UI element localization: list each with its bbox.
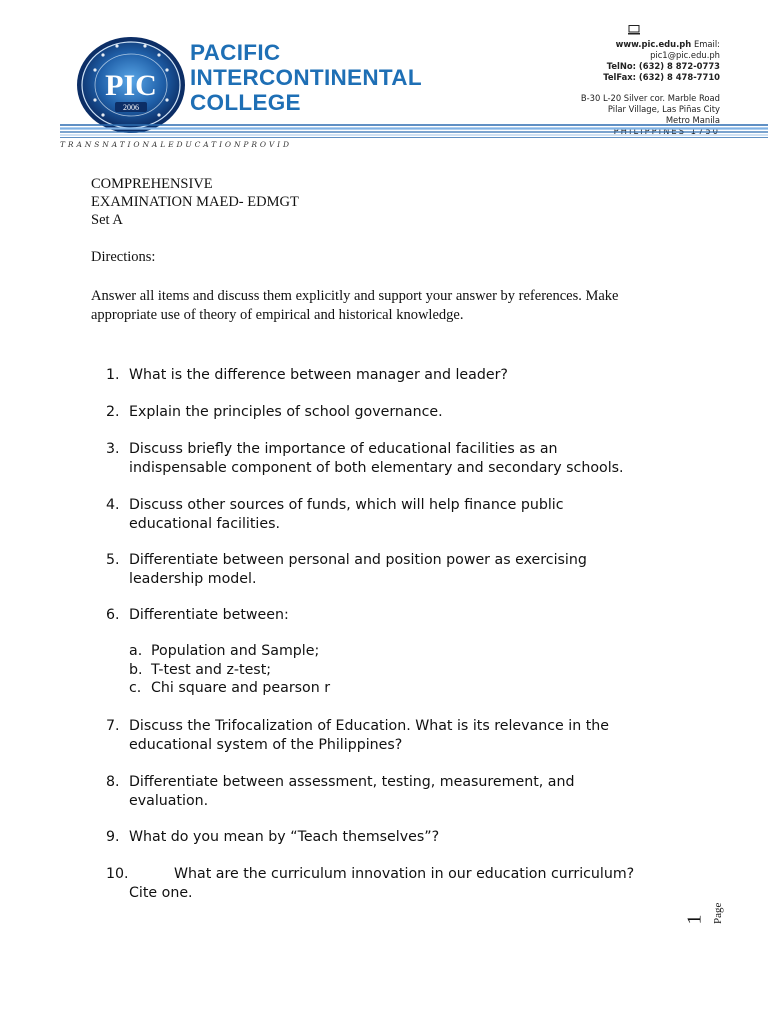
seal-text: PIC: [105, 69, 157, 102]
question-number: 9.: [106, 829, 120, 845]
question-number: 10.: [106, 866, 129, 882]
sub-item-letter: a.: [129, 643, 143, 659]
question-number: 7.: [106, 718, 120, 734]
exam-title-line: Set A: [91, 212, 123, 228]
question-number: 8.: [106, 774, 120, 790]
question-text: Explain the principles of school governance.: [129, 404, 443, 420]
question-text: Differentiate between assessment, testing, measurement, and: [129, 774, 575, 790]
directions-text: Answer all items and discuss them explicitly and support your answer by references. Make appropriate use of theory of empirical and historical knowledge.: [91, 288, 619, 323]
question-text: What is the difference between manager and leader?: [129, 367, 508, 383]
college-motto: TRANSNATIONALEDUCATIONPROVID: [60, 140, 292, 149]
email-label: Email:: [693, 39, 720, 49]
question-text: Differentiate between:: [129, 607, 289, 623]
question-text: Discuss the Trifocalization of Education. What is its relevance in the: [129, 718, 610, 734]
college-name-line: PACIFIC: [190, 40, 281, 65]
fax-text: TelFax: (632) 8 478-7710: [603, 72, 720, 82]
email-text: pic1@pic.edu.ph: [650, 50, 720, 60]
question-text: educational system of the Philippines?: [129, 736, 403, 753]
question-text: Cite one.: [129, 884, 193, 901]
address-line: B-30 L-20 Silver cor. Marble Road: [580, 93, 720, 103]
page-label: Page: [712, 902, 724, 924]
header-divider-stripes: [60, 123, 768, 139]
sub-item-text: T-test and z-test;: [151, 662, 272, 678]
question-number: 4.: [106, 497, 120, 513]
computer-icon: [628, 24, 640, 36]
question-number: 2.: [106, 404, 120, 420]
question-text: Discuss briefly the importance of educational facilities as an: [129, 441, 558, 457]
address-line: Pilar Village, Las Piñas City: [607, 104, 720, 114]
exam-title: [91, 175, 299, 229]
seal-year: 2006: [123, 103, 139, 112]
question-text: indispensable component of both elementary and secondary schools.: [129, 459, 624, 476]
question-text: evaluation.: [129, 792, 209, 809]
question-number: 5.: [106, 552, 120, 568]
page-number-marker: [683, 900, 740, 942]
sub-item-text: Chi square and pearson r: [151, 680, 331, 696]
tel-text: TelNo: (632) 8 872-0773: [606, 61, 720, 71]
page-number: 1: [683, 914, 706, 925]
exam-title-line: COMPREHENSIVE: [91, 176, 213, 192]
contact-block: [581, 24, 720, 137]
question-number: 6.: [106, 607, 120, 623]
sub-item-letter: c.: [129, 680, 142, 696]
directions-label: Directions:: [91, 249, 156, 265]
college-name-line: COLLEGE: [190, 90, 301, 115]
question-number: 3.: [106, 441, 120, 457]
address-line: Metro Manila: [665, 115, 720, 125]
question-text: Differentiate between personal and position power as exercising: [129, 552, 587, 568]
college-name: [190, 40, 422, 115]
pic-college-seal-icon: [75, 35, 187, 135]
question-text: What do you mean by “Teach themselves”?: [129, 829, 440, 845]
question-text: educational facilities.: [129, 515, 280, 532]
sub-item-letter: b.: [129, 662, 143, 678]
question-text: Discuss other sources of funds, which will help finance public: [129, 497, 564, 513]
address-line: PHILIPPINES 1750: [613, 126, 720, 136]
college-name-line: INTERCONTINENTAL: [190, 65, 422, 90]
question-number: 1.: [106, 367, 120, 383]
question-text: What are the curriculum innovation in our education curriculum?: [174, 866, 635, 882]
website-text: www.pic.edu.ph: [615, 39, 692, 49]
sub-item-text: Population and Sample;: [151, 643, 320, 659]
exam-title-line: EXAMINATION MAED- EDMGT: [91, 194, 299, 210]
question-text: leadership model.: [129, 570, 257, 587]
